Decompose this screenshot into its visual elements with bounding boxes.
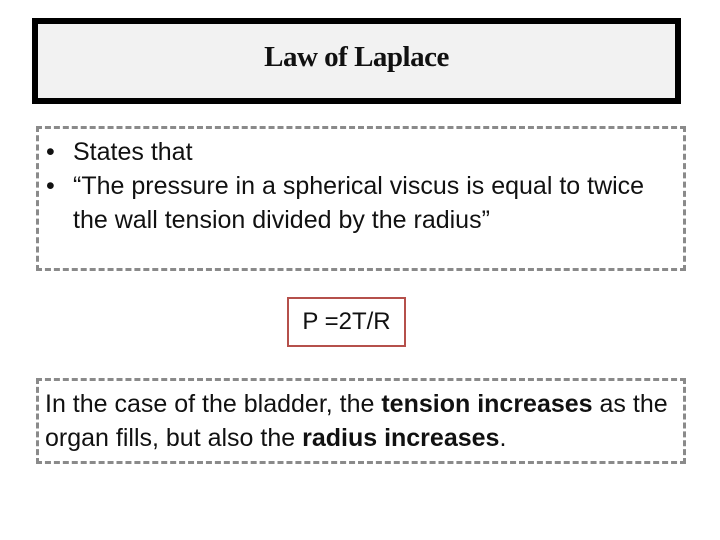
note-box [36,378,686,464]
slide-title: Law of Laplace [264,40,449,73]
bullet-icon: • [46,172,55,200]
definition-box [36,126,686,271]
note-text: . [499,424,507,452]
title-box [32,18,681,104]
bullet-icon: • [46,138,55,166]
note-emphasis-tension: tension increases [381,390,593,418]
note-text: In the case of the bladder, the [45,390,382,418]
formula-box [287,297,406,347]
bullet-text: “The pressure in a spherical viscus is equal to twice the wall tension divided by the radius” [73,172,645,234]
formula-text: P =2T/R [302,308,391,335]
note-text: as the organ fills, but also the [45,390,668,452]
bullet-text: States that [73,138,193,166]
note-emphasis-radius: radius increases [302,424,500,452]
